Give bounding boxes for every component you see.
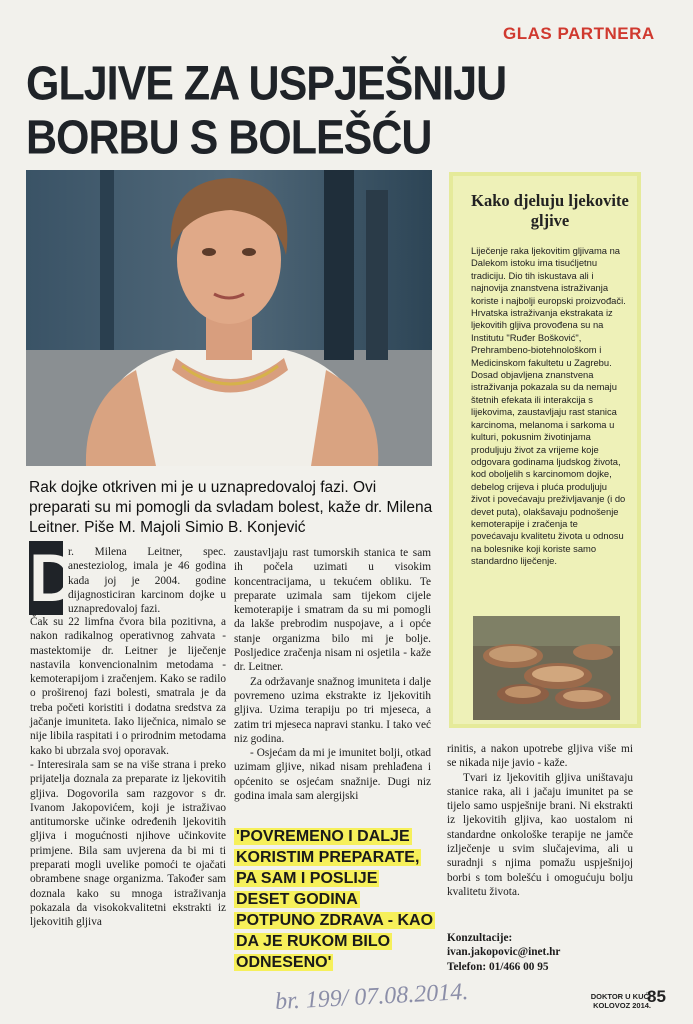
pull-quote-text: 'POVREMENO I DALJE KORISTIM PREPARATE, PA SAM I POSLIJE DESET GODINA POTPUNO ZDRAVA - KAO DA JE RUKOM BILO ODNESENO': [236, 828, 434, 971]
contact-label: Konzultacije:: [447, 932, 513, 944]
article-paragraph: rinitis, a nakon upotrebe gljiva više mi se nikada nije javio - kaže.: [447, 743, 633, 770]
article-column-1: [30, 615, 226, 930]
drop-cap: D: [29, 540, 79, 616]
contact-email: ivan.jakopovic@inet.hr: [447, 946, 561, 959]
section-label: GLAS PARTNERA: [503, 24, 655, 43]
handwritten-note: br. 199/ 07.08.2014.: [274, 978, 469, 1016]
contact-block: [447, 931, 633, 974]
article-paragraph: Za održavanje snažnog imuniteta i dalje povremeno uzima ekstrakte iz ljekovitih gljiva. Uzima terapiju po tri mjeseca, a zatim tri mjeseca napravi stanku. I tako već niz godina.: [234, 675, 431, 745]
pull-quote: [234, 826, 434, 973]
article-paragraph: - Osjećam da mi je imunitet bolji, otkad uzimam gljive, nikad nisam prehlađena i općenito se osjećam snažnije. Dugi niz godina imala sam alergijski: [234, 747, 431, 803]
magazine-name: DOKTOR U KUĆI: [590, 992, 651, 1001]
article-paragraph: Tvari iz ljekovitih gljiva uništavaju stanice raka, ali i jačaju imunitet pa se tijelo samo uspješnije brani. Ni ekstrakti iz ljekovitih gljiva, kao uostalom ni standardne onkološke terapije ne jamče izlječenje u svim slučajevima, ali u suradnji s njima pomažu uspješnijoj borbi s tom bolešću i omogućuju bolju kvalitetu života.: [447, 771, 633, 898]
article-column-2: [234, 546, 431, 803]
article-column-3: [447, 742, 633, 899]
mushroom-photo: [473, 616, 620, 720]
sidebar-title: Kako djeluju ljekovite gljive: [471, 191, 629, 230]
sidebar-text: Liječenje raka ljekovitim gljivama na Dalekom istoku ima tisućljetnu tradiciju. Dio tih iskustava ali i najnovija znanstvena istraživanja koriste i najbolji europski proizvođači. Hrvatska istraživanja ekstrakata iz ljekovitih gljiva provođena su na Institutu "Ruđer Bošković", Prehrambeno-biotehnološkom i Medicinskom fakultetu u Zagrebu. Dosad objavljena znanstvena istraživanja pokazala su da nemaju štetnih efekata ili interakcija s lijekovima, zaustavljaju rast stanica karcinoma, melanoma i sarkoma u kulturi, pokusnim životinjama produljuju život za vrijeme koje odgovara godinama ljudskog života, kod oboljelih s karcinomom dojke, debelog crijeva i pluća produljuju život i povećavaju preživljavanje (i do devet puta), olakšavaju podnošenje kemoterapije i zračenja te povećavaju kvalitetu života u odnosu na bolesnike koji koriste samo standardno liječenje.: [471, 245, 626, 567]
magazine-issue: KOLOVOZ 2014.: [593, 1001, 651, 1010]
article-paragraph: zaustavljaju rast tumorskih stanica te sam ih počela uzimati u visokim koncentracijama, u tekućem obliku. Te preparate uzimala sam tijekom cijele kemoterapije i smatram da su mi pomogli da lakše prebrodim nuspojave, a i opće stanje organizma bilo mi je bolje. Posljedice zračenja nisam ni osjetila - kaže dr. Leitner.: [234, 547, 431, 674]
contact-phone: Telefon: 01/466 00 95: [447, 960, 549, 973]
page-number: 85: [647, 987, 666, 1006]
magazine-footer: [549, 992, 651, 1010]
lead-paragraph: Rak dojke otkriven mi je u uznapredovaloj fazi. Ovi preparati su mi pomogli da svladam bolest, kaže dr. Milena Leitner. Piše M. Majoli Simio B. Konjević: [29, 479, 433, 536]
article-intro: r. Milena Leitner, spec. anesteziolog, imala je 46 godina kada joj je 2004. godine dijagnosticiran karcinom dojke u uznapredovaloj fazi.: [68, 546, 226, 616]
headline-line-1: GLJIVE ZA USPJEŠNIJU: [26, 56, 507, 111]
article-paragraph: Čak su 22 limfna čvora bila pozitivna, a nakon radikalnog operativnog zahvata - mastektomije dr. Leitner je liječenje nastavila konvencionalnim metodama - kemoterapijom i zračenjem. Kako se radilo o proširenoj fazi bolesti, smatrala je da treba početi koristiti i dodatna sredstva za jačanje imuniteta. Iako liječnica, nimalo se nije libila raspitati i o prirodnim metodama kako bi ubrzala svoj oporavak.: [30, 616, 226, 757]
portrait-photo: [26, 170, 432, 466]
headline-line-2: BORBU S BOLEŠĆU: [26, 110, 432, 165]
article-paragraph: - Interesirala sam se na više strana i preko prijatelja doznala za preparate iz ljekovitih gljiva. Dogovorila sam razgovor s dr. Ivanom Jakopovićem, koji je istraživao antitumorske učinke određenih ljekovitih gljiva i mogućnosti njihove učinkovite primjene. Bila sam uvjerena da bi mi ti preparati mogli uvelike pomoći te ojačati obrambene snage organizma. Također sam doznala kako su mnoga istraživanja pokazala da visokokvalitetni ekstrakti iz ljekovitih gljiva: [30, 758, 226, 929]
